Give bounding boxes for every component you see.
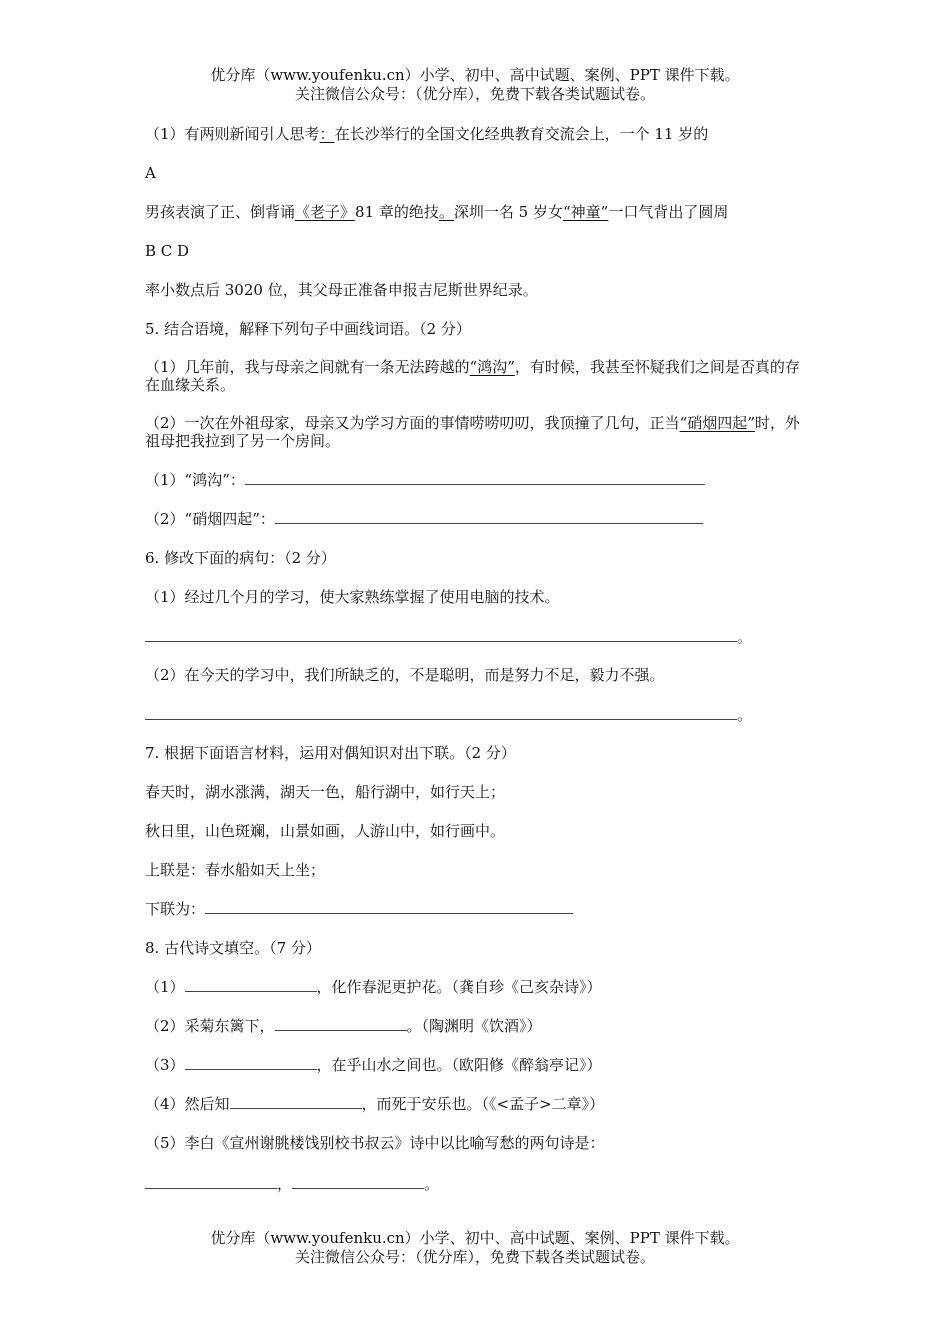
q8-title: 8. 古代诗文填空。（7 分） [145, 939, 321, 957]
q8-item-4-text: ，而死于安乐也。（《<孟子>二章》） [361, 1095, 605, 1113]
q6-answer-2-blank[interactable] [145, 705, 737, 720]
q8-item-1-blank[interactable] [185, 977, 317, 992]
q5-s1-underlined-word: “鸿沟” [469, 358, 515, 376]
q5-answer-2-blank[interactable] [275, 509, 703, 524]
q8-item-3-prefix: （3） [145, 1056, 185, 1074]
q4-mark-a: A [145, 164, 156, 182]
q4-line-3: 率小数点后 3020 位，其父母正准备申报吉尼斯世界纪录。 [145, 281, 538, 299]
q4-underline-d: “神童” [563, 203, 609, 221]
q4-line-2 [145, 202, 728, 222]
q7-answer-blank[interactable] [205, 899, 573, 914]
header-line-1: 优分库（www.youfenku.cn）小学、初中、高中试题、案例、PPT 课件下载。 [210, 66, 740, 84]
q7-second-line-label: 下联为： [145, 900, 206, 918]
q5-answer-1-label: （1）“鸿沟”： [145, 471, 245, 489]
q5-answer-2-label: （2）“硝烟四起”： [145, 510, 275, 528]
q8-item-4-blank[interactable] [230, 1094, 362, 1109]
q5-s2-underlined-word: “硝烟四起” [679, 414, 755, 432]
q4-underline-b: 《老子》 [295, 203, 356, 221]
q8-item-5-comma: ， [277, 1175, 293, 1193]
q8-item-5-period: 。 [424, 1175, 440, 1193]
q7-material-1: 春天时，湖水涨满，湖天一色，船行湖中，如行天上； [145, 783, 506, 801]
q4-line1-text: （1）有两则新闻引人思考 [145, 125, 320, 143]
q5-s1-text-2: ，有时候，我甚至怀疑我们之间是否真的存在血缘关系。 [145, 358, 800, 394]
q7-first-line: 上联是：春水船如天上坐； [145, 861, 326, 879]
q8-item-2-blank[interactable] [275, 1016, 407, 1031]
q4-line-1 [145, 124, 708, 144]
q7-material-2: 秋日里，山色斑斓，山景如画，人游山中，如行画中。 [145, 822, 506, 840]
q6-answer-2 [145, 704, 752, 724]
q5-s1-text: （1）几年前，我与母亲之间就有一条无法跨越的 [145, 358, 470, 376]
q8-item-4 [145, 1094, 604, 1114]
q5-title: 5. 结合语境，解释下列句子中画线词语。（2 分） [145, 320, 471, 338]
q4-line1-text-2: 在长沙举行的全国文化经典教育交流会上，一个 11 岁的 [334, 125, 709, 143]
q4-underline-c: 。 [438, 203, 454, 221]
q5-sentence-2 [145, 414, 810, 450]
q8-item-2-prefix: （2）采菊东篱下， [145, 1017, 275, 1035]
q4-line2-text-4: 一口气背出了圆周 [608, 203, 729, 221]
q8-item-4-prefix: （4）然后知 [145, 1095, 230, 1113]
q8-item-5-answer [145, 1174, 439, 1194]
footer-line-1: 优分库（www.youfenku.cn）小学、初中、高中试题、案例、PPT 课件下载。 [210, 1229, 740, 1247]
q4-line2-text-3: 深圳一名 5 岁女 [453, 203, 563, 221]
q7-title: 7. 根据下面语言材料，运用对偶知识对出下联。（2 分） [145, 744, 516, 762]
q6-title: 6. 修改下面的病句：（2 分） [145, 549, 336, 567]
q7-second-line [145, 899, 573, 919]
q8-item-5: （5）李白《宣州谢朓楼饯别校书叔云》诗中以比喻写愁的两句诗是： [145, 1134, 605, 1152]
q8-item-2-text: 。（陶渊明《饮酒》） [406, 1017, 542, 1035]
q4-line2-text: 男孩表演了正、倒背诵 [145, 203, 296, 221]
q6-answer-1-period: 。 [737, 628, 753, 646]
q5-s2-text: （2）一次在外祖母家，母亲又为学习方面的事情唠唠叨叨，我顶撞了几句，正当 [145, 414, 680, 432]
q6-answer-2-period: 。 [737, 706, 753, 724]
q8-item-1 [145, 977, 602, 997]
q5-s2-text-2: 时，外祖母把我拉到了另一个房间。 [145, 414, 800, 450]
q8-item-5-blank-2[interactable] [292, 1174, 424, 1189]
q8-item-3 [145, 1055, 602, 1075]
q8-item-5-blank-1[interactable] [145, 1174, 277, 1189]
q4-line2-text-2: 81 章的绝技 [355, 203, 439, 221]
q8-item-3-blank[interactable] [185, 1055, 317, 1070]
q6-answer-1 [145, 626, 752, 646]
q8-item-1-prefix: （1） [145, 978, 185, 996]
q8-item-2 [145, 1016, 542, 1036]
q4-underline-a: ： [319, 125, 335, 143]
q6-sentence-2: （2）在今天的学习中，我们所缺乏的，不是聪明，而是努力不足，毅力不强。 [145, 666, 665, 684]
q6-answer-1-blank[interactable] [145, 627, 737, 642]
footer-line-2: 关注微信公众号：（优分库），免费下载各类试题试卷。 [294, 1248, 655, 1266]
q6-sentence-1: （1）经过几个月的学习，使大家熟练掌握了使用电脑的技术。 [145, 588, 560, 606]
q8-item-3-text: ，在乎山水之间也。（欧阳修《醉翁亭记》） [316, 1056, 602, 1074]
header-line-2: 关注微信公众号：（优分库），免费下载各类试题试卷。 [294, 85, 655, 103]
q5-answer-1 [145, 470, 705, 490]
q5-answer-2 [145, 509, 703, 529]
q5-answer-1-blank[interactable] [245, 470, 705, 485]
q8-item-1-text: ，化作春泥更护花。（龚自珍《己亥杂诗》） [316, 978, 602, 996]
q4-marks-bcd: B C D [145, 242, 190, 260]
q5-sentence-1 [145, 358, 810, 394]
